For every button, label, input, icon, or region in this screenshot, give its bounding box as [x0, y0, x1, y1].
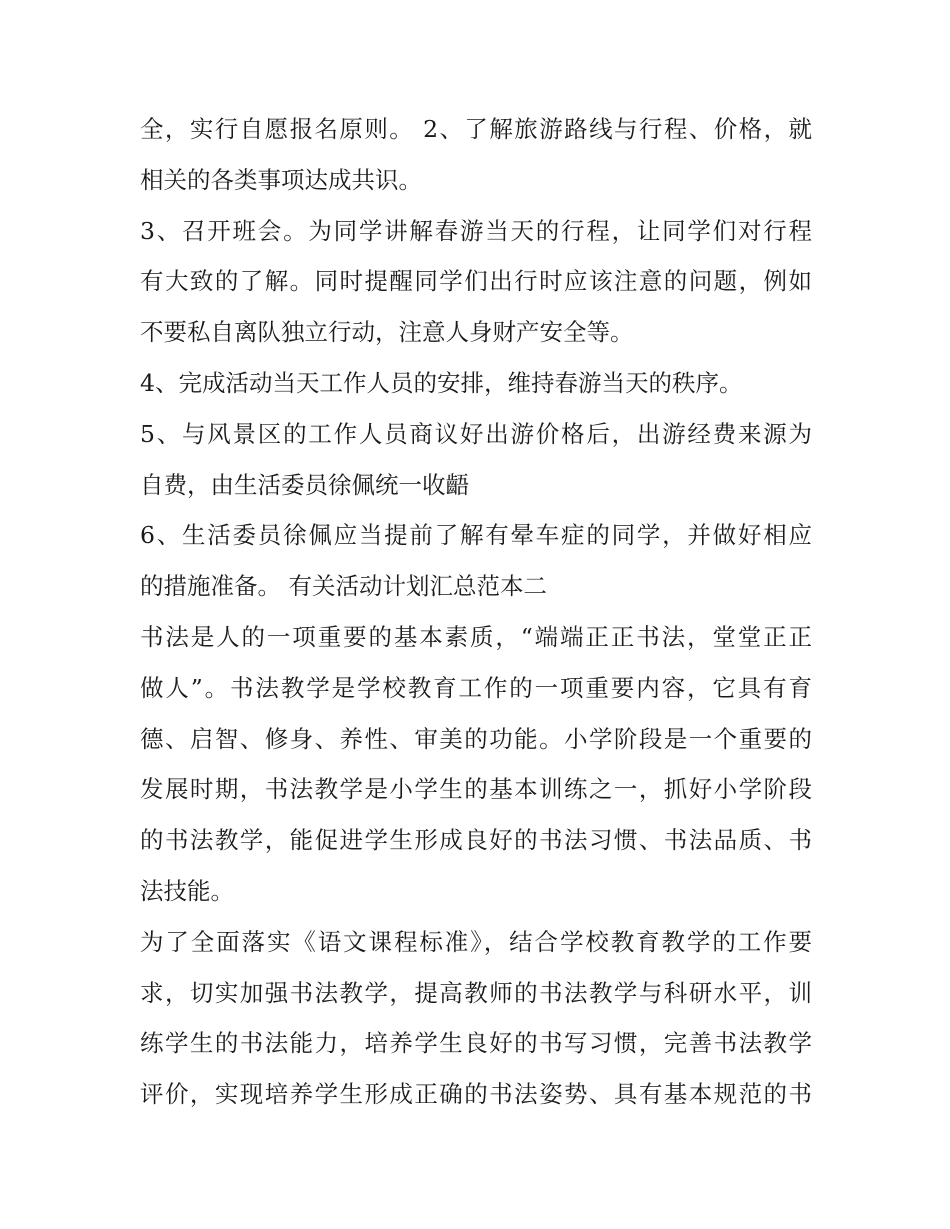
- text-line: 法技能。: [140, 876, 234, 905]
- text-line: 的书法教学，能促进学生形成良好的书法习惯、书法品质、书: [140, 826, 812, 855]
- text-line: 5、与风景区的工作人员商议好出游价格后，出游经费来源为: [140, 419, 812, 448]
- text-line: 的措施准备。 有关活动计划汇总范本二: [140, 572, 547, 601]
- text-line: 6、生活委员徐佩应当提前了解有晕车症的同学，并做好相应: [140, 521, 812, 550]
- text-line: 全，实行自愿报名原则。 2、了解旅游路线与行程、价格，就: [140, 115, 812, 143]
- document-body: [140, 104, 812, 1120]
- text-line: 评价，实现培养学生形成正确的书法姿势、具有基本规范的书: [140, 1080, 812, 1109]
- text-line: 德、启智、修身、养性、审美的功能。小学阶段是一个重要的: [140, 724, 812, 753]
- text-line: 不要私自离队独立行动，注意人身财产安全等。: [140, 318, 634, 347]
- text-line: 练学生的书法能力，培养学生良好的书写习惯，完善书法教学: [140, 1029, 812, 1058]
- text-line: 求，切实加强书法教学，提高教师的书法教学与科研水平，训: [140, 978, 812, 1007]
- text-line: 为了全面落实《语文课程标准》，结合学校教育教学的工作要: [140, 927, 812, 956]
- text-line: 3、召开班会。为同学讲解春游当天的行程，让同学们对行程: [140, 216, 812, 245]
- text-line: 做人”。书法教学是学校教育工作的一项重要内容，它具有育: [140, 673, 812, 702]
- text-line: 有大致的了解。同时提醒同学们出行时应该注意的问题，例如: [140, 267, 812, 296]
- text-line: 相关的各类事项达成共识。: [140, 165, 422, 194]
- text-line: 发展时期，书法教学是小学生的基本训练之一，抓好小学阶段: [140, 775, 812, 804]
- text-line: 书法是人的一项重要的基本素质，“端端正正书法，堂堂正正: [140, 622, 812, 651]
- text-line: 自费，由生活委员徐佩统一收齬: [140, 470, 469, 499]
- text-line: 4、完成活动当天工作人员的安排，维持春游当天的秩序。: [140, 368, 743, 397]
